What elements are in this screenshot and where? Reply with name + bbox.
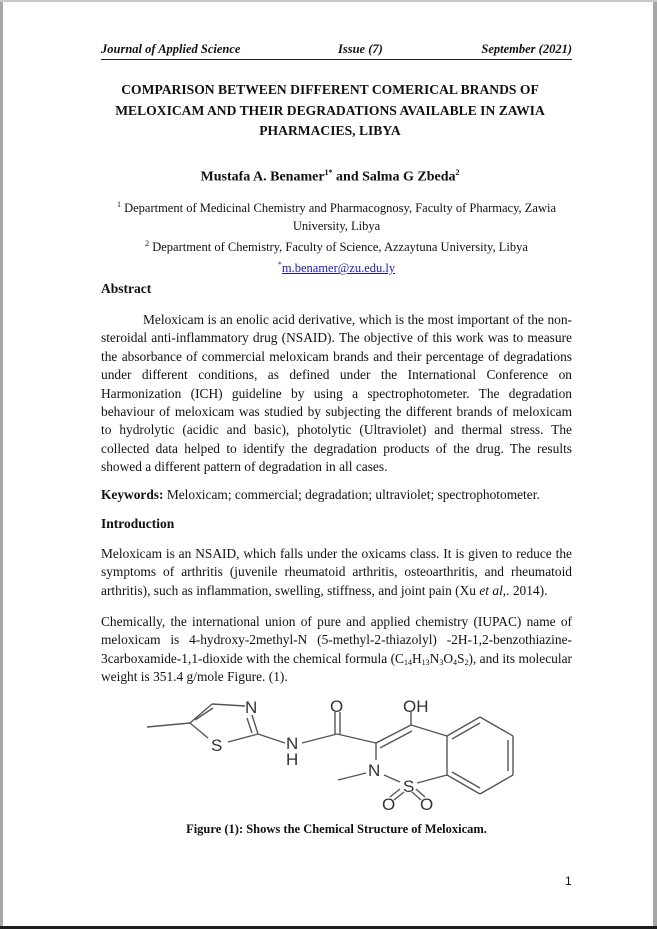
atom-o-carbonyl: O [330,697,344,716]
formula-c-count: 14 [403,657,412,667]
meloxicam-structure-figure [140,690,520,815]
author-list [90,168,570,186]
affiliation-1-mark: 1 [116,200,121,209]
atom-n-thiazine: N [368,761,381,780]
author-1: Mustafa A. Benamer [200,169,325,185]
running-header [101,42,572,60]
bond-c4-c4a [411,725,447,736]
para2-text: Chemically, the international union of pure and applied chemistry (IUPAC) name of meloxicam is 4-hydroxy-2methyl-N (5-methyl-2-thiazolyl) -2H-1,2-benzothiazine-3carboxamide-1,1-dioxide with the chemical formula (C [101,614,572,666]
bond-co-c3 [337,734,376,743]
email-link[interactable]: m.benamer@zu.edu.ly [281,261,396,276]
title-line-2: MELOXICAM AND THEIR DEGRADATIONS AVAILABLE IN ZAWIA [115,102,545,118]
bond-c3-c4-double [380,731,412,748]
journal-name: Journal of Applied Science [101,42,241,56]
affiliation-1 [100,196,573,235]
bond-n2-s1 [384,775,400,782]
formula-h: H [411,650,422,666]
bond-methyl-c5 [147,723,190,727]
para2-text-end: ), and its molecular weight is 351.4 g/mole Figure. (1). [101,650,572,685]
corresponding-email [100,256,573,277]
formula-s: S [456,650,465,666]
atom-o-sulfonyl-1: O [382,795,396,814]
bond-c2-s1 [228,734,258,742]
affiliation-2-text: Department of Chemistry, Faculty of Science, Azzaytuna University, Libya [149,240,528,255]
page-frame-left [0,2,3,927]
bond-n3-c2-double [247,718,252,733]
atom-n-ring: N [245,698,258,717]
atom-o-sulfonyl-2: O [420,795,434,814]
para1-citation-year: ,. 2014). [502,582,548,598]
page-frame-top [0,0,657,2]
bond-c5-c4 [190,704,212,723]
page-frame-right [653,2,657,927]
meloxicam-structure-diagram [140,690,520,815]
formula-n: N [429,650,440,666]
keywords [101,486,572,504]
title-line-1: COMPARISON BETWEEN DIFFERENT COMERICAL BRANDS OF [121,82,539,97]
formula-h-count: 13 [421,657,430,667]
author-conjunction: and [332,169,363,185]
formula-o-count: 4 [452,657,457,667]
affiliations [100,196,573,277]
formula-o: O [443,650,453,666]
bond-c2-nh [258,734,285,743]
figure-caption: Figure (1): Shows the Chemical Structure of Meloxicam. [186,822,487,836]
citation-et-al: et al [479,582,503,598]
publication-date: September (2021) [481,42,572,56]
bond-c4-n3 [212,704,245,706]
page-number: 1 [565,874,572,888]
title-line-3: PHARMACIES, LIBYA [259,123,401,138]
abstract-heading: Abstract [101,281,152,296]
atom-n-amide: N [286,734,299,753]
bond-n2-methyl [338,773,366,780]
author-2: Salma G Zbeda [362,169,456,185]
affiliation-1-text: Department of Medicinal Chemistry and Pharmacognosy, Faculty of Pharmacy, Zawia University, Libya [120,201,557,234]
affiliation-2-mark: 2 [145,239,150,249]
introduction-paragraph-1 [101,545,572,600]
paper-title [90,80,570,142]
abstract-text: Meloxicam is an enolic acid derivative, which is the most important of the non-steroidal anti-inflammatory drug (NSAID). The objective of this work was to measure the absorbance of commercial meloxicam brands and their percentage of degradations under different conditions, as defined under the International Conference on Harmonization (ICH) guideline by using a spectrophotometer. The degradation behaviour of meloxicam was studied by subjecting the different brands of meloxicam to hydrolytic (acidic and basic), photolytic (Ultraviolet) and thermal stress. The collected data helped to identify the degradation products of the drug. The results showed a different pattern of degradation in all cases. [101,312,572,475]
formula-s-count: 2 [464,657,469,667]
keywords-text: Meloxicam; commercial; degradation; ultraviolet; spectrophotometer. [163,487,540,502]
para1-text: Meloxicam is an NSAID, which falls under the oxicams class. It is given to reduce the symptoms of arthritis (juvenile rheumatoid arthritis, osteoarthritis, and rheumatoid arthritis), such as inflammation, swelling, stiffness, and joint pain (Xu [101,546,572,598]
bond-s1-c5 [190,723,208,738]
formula-n-count: 3 [439,657,444,667]
keywords-label: Keywords: [101,487,164,502]
corresponding-mark: * [277,260,282,270]
atom-h-amide: H [286,750,299,769]
bond-s1-c8a [417,775,447,783]
introduction-paragraph-2 [101,613,572,687]
bond-c5-c6 [480,717,513,736]
issue-number: Issue (7) [338,42,383,56]
author-2-affiliation-mark: 2 [455,168,460,177]
bond-c7-c8 [480,775,513,794]
introduction-heading: Introduction [101,516,175,531]
atom-oh: OH [403,697,429,716]
bond-c5-c4-double [195,708,213,720]
author-1-affiliation-mark: 1* [324,168,333,177]
bond-n3-c2 [252,715,258,734]
atom-s-ring: S [211,736,223,755]
atom-s-sulfonyl: S [403,777,415,796]
affiliation-2 [100,235,573,256]
bond-nh-co [302,734,337,743]
